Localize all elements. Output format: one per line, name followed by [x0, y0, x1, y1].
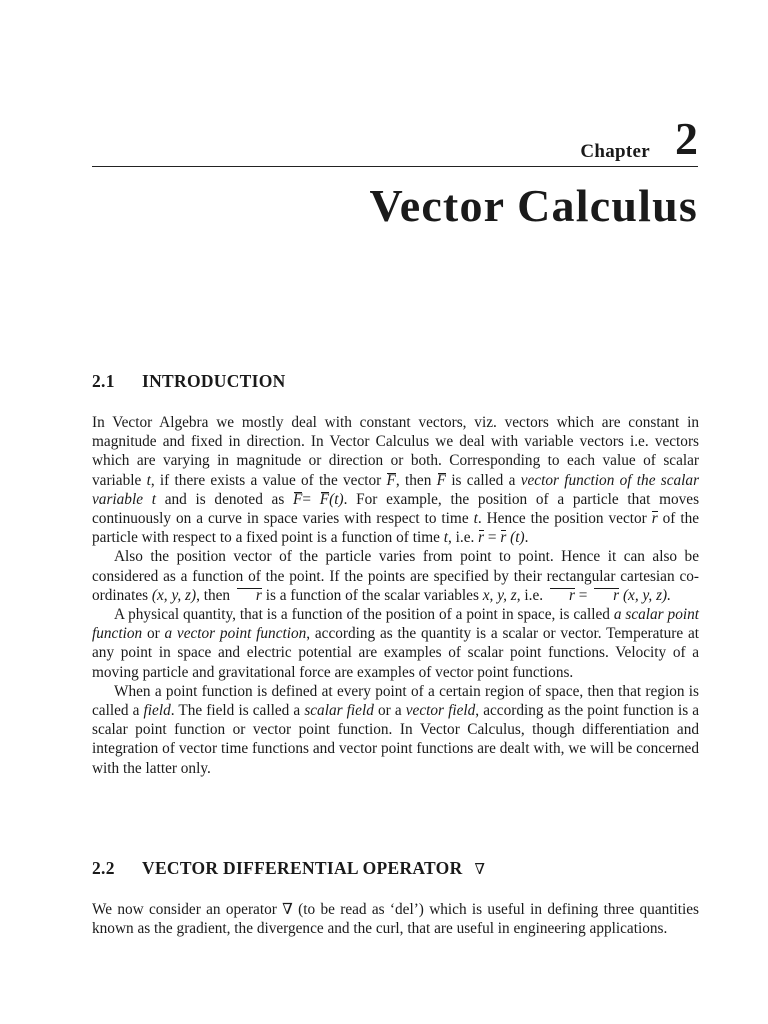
paragraph-5: We now consider an operator ∇ (to be read as ‘del’) which is useful in defining three quantities known as the gradient, the divergence and the curl, that are useful in engineering applications.	[92, 901, 699, 938]
chapter-title: Vector Calculus	[369, 180, 698, 231]
section-body-introduction	[92, 413, 699, 778]
paragraph-1: In Vector Algebra we mostly deal with constant vectors, viz. vectors which are constant in magnitude and fixed in direction. In Vector Calculus we deal with variable vectors i.e. vectors which are varying in magnitude or direction or both. Corresponding to each value of scalar variable t, if there exists a value of the vector F, then F is called a vector function of the scalar variable t and is denoted as F= F(t). For example, the position of a particle that moves continuously on a curve in space varies with respect to time t. Hence the position vector r of the particle with respect to a fixed point is a function of time t, i.e. r = r (t).	[92, 414, 700, 547]
chapter-label: Chapter	[580, 141, 650, 162]
defined-term: vector function of the scalar variable t	[92, 471, 700, 508]
defined-term: a scalar point function	[92, 606, 700, 643]
section-number: 2.1	[92, 371, 115, 391]
defined-term: field	[143, 702, 171, 720]
section-title: VECTOR DIFFERENTIAL OPERATOR	[142, 858, 463, 878]
defined-term: a vector point function	[164, 625, 307, 643]
defined-term: vector field	[405, 702, 476, 720]
paragraph-2: Also the position vector of the particle varies from point to point. Hence it can also be considered as a function of the point. If the points are specified by their rectangular cartesian co-ordinates (x, y, z), then r is a function of the scalar variables x, y, z, i.e. r = r (x, y, z).	[92, 548, 699, 604]
chapter-number: 2	[675, 113, 698, 164]
nabla-icon: ∇	[474, 862, 486, 878]
paragraph-4: When a point function is defined at every point of a certain region of space, then that region is called a field. The field is called a scalar field or a vector field, according as the point function is a scalar point function or vector point function. In Vector Calculus, though differentiation and integration of vector time functions and vector point functions are dealt with, we will be concerned with the latter only.	[92, 682, 700, 777]
section-title: INTRODUCTION	[142, 371, 286, 391]
section-number: 2.2	[92, 858, 115, 878]
chapter-rule	[92, 166, 698, 167]
section-heading-introduction	[92, 371, 286, 392]
section-heading-vector-differential-operator	[92, 858, 485, 879]
nabla-icon: ∇	[282, 901, 293, 918]
section-body-operator	[92, 900, 699, 938]
paragraph-3: A physical quantity, that is a function of the position of a point in space, is called a scalar point function or a vector point function, according as the quantity is a scalar or vector. Temperature at any point in space and electric potential are examples of scalar point functions. Velocity of a moving particle and gravitational force are examples of vector point functions.	[92, 606, 700, 681]
defined-term: scalar field	[304, 702, 374, 720]
